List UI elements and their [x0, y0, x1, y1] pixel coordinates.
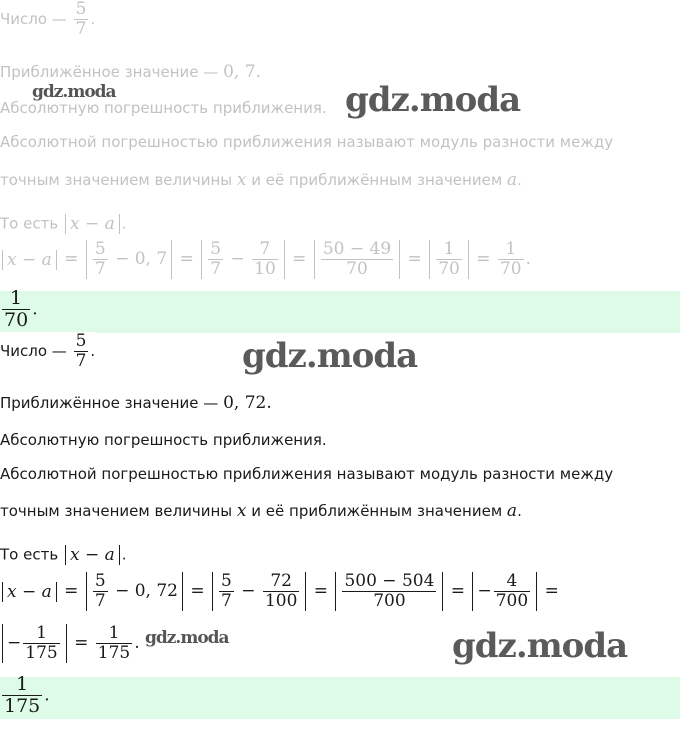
- approx-value: 0, 7.: [223, 62, 261, 82]
- equation-line2: − $\frac{1}{175}$ = $\frac{1}{175}$ .: [0, 624, 140, 663]
- main-answer: $\frac{1}{175}$ .: [4, 673, 50, 717]
- approx-label: Приближённое значение —: [0, 394, 219, 412]
- faded-abs-error-heading: Абсолютную погрешность приближения.: [0, 99, 327, 117]
- equation-line1: x − a = $\frac{5}{7}$ − 0, 72 = $\frac{5}{7}$ − $\frac{72}{100}$ = $\frac{500 - 504}{700}$ = − $\frac{4}{700}$ =: [0, 572, 559, 611]
- watermark-logo: gdz.moda: [452, 626, 628, 666]
- fraction: $\frac{5}{7}$: [75, 0, 87, 39]
- answer-highlight-bar: [0, 677, 680, 719]
- that-is-line: То есть x − a .: [0, 545, 127, 565]
- faded-definition-line2: точным значением величины x и её приближённым значением a.: [0, 170, 522, 190]
- faded-definition-line1: Абсолютной погрешностью приближения называют модуль разности между: [0, 133, 614, 151]
- faded-that-is-line: То есть x − a .: [0, 214, 127, 234]
- watermark-logo: gdz.moda: [145, 628, 229, 648]
- answer-highlight-bar: [0, 291, 680, 333]
- faded-number-line: Число — $\frac{5}{7}$ .: [0, 0, 96, 39]
- watermark-logo: gdz.moda: [345, 80, 521, 120]
- abs-error-heading: Абсолютную погрешность приближения.: [0, 431, 327, 449]
- definition-line1: Абсолютной погрешностью приближения называют модуль разности между: [0, 465, 614, 483]
- number-label: Число —: [0, 342, 67, 361]
- approx-value: 0, 72.: [223, 393, 272, 413]
- faded-answer: $\frac{1}{70}$ .: [4, 287, 38, 331]
- number-line: Число — $\frac{5}{7}$ .: [0, 331, 96, 371]
- approx-line: [0, 393, 272, 413]
- fraction: $\frac{5}{7}$: [75, 331, 87, 371]
- faded-approx-line: [0, 62, 261, 82]
- approx-label: Приближённое значение —: [0, 63, 219, 81]
- watermark-logo: gdz.moda: [242, 336, 418, 376]
- faded-equation: x − a = $\frac{5}{7}$ − 0, 7 = $\frac{5}{7}$ − $\frac{7}{10}$ = $\frac{50 - 49}{70}$ = $\frac{1}{70}$ = $\frac{1}{70}$ .: [0, 240, 531, 279]
- watermark-logo: gdz.moda: [32, 82, 116, 102]
- definition-line2: точным значением величины x и её приближённым значением a.: [0, 501, 522, 521]
- number-label: Число —: [0, 10, 67, 29]
